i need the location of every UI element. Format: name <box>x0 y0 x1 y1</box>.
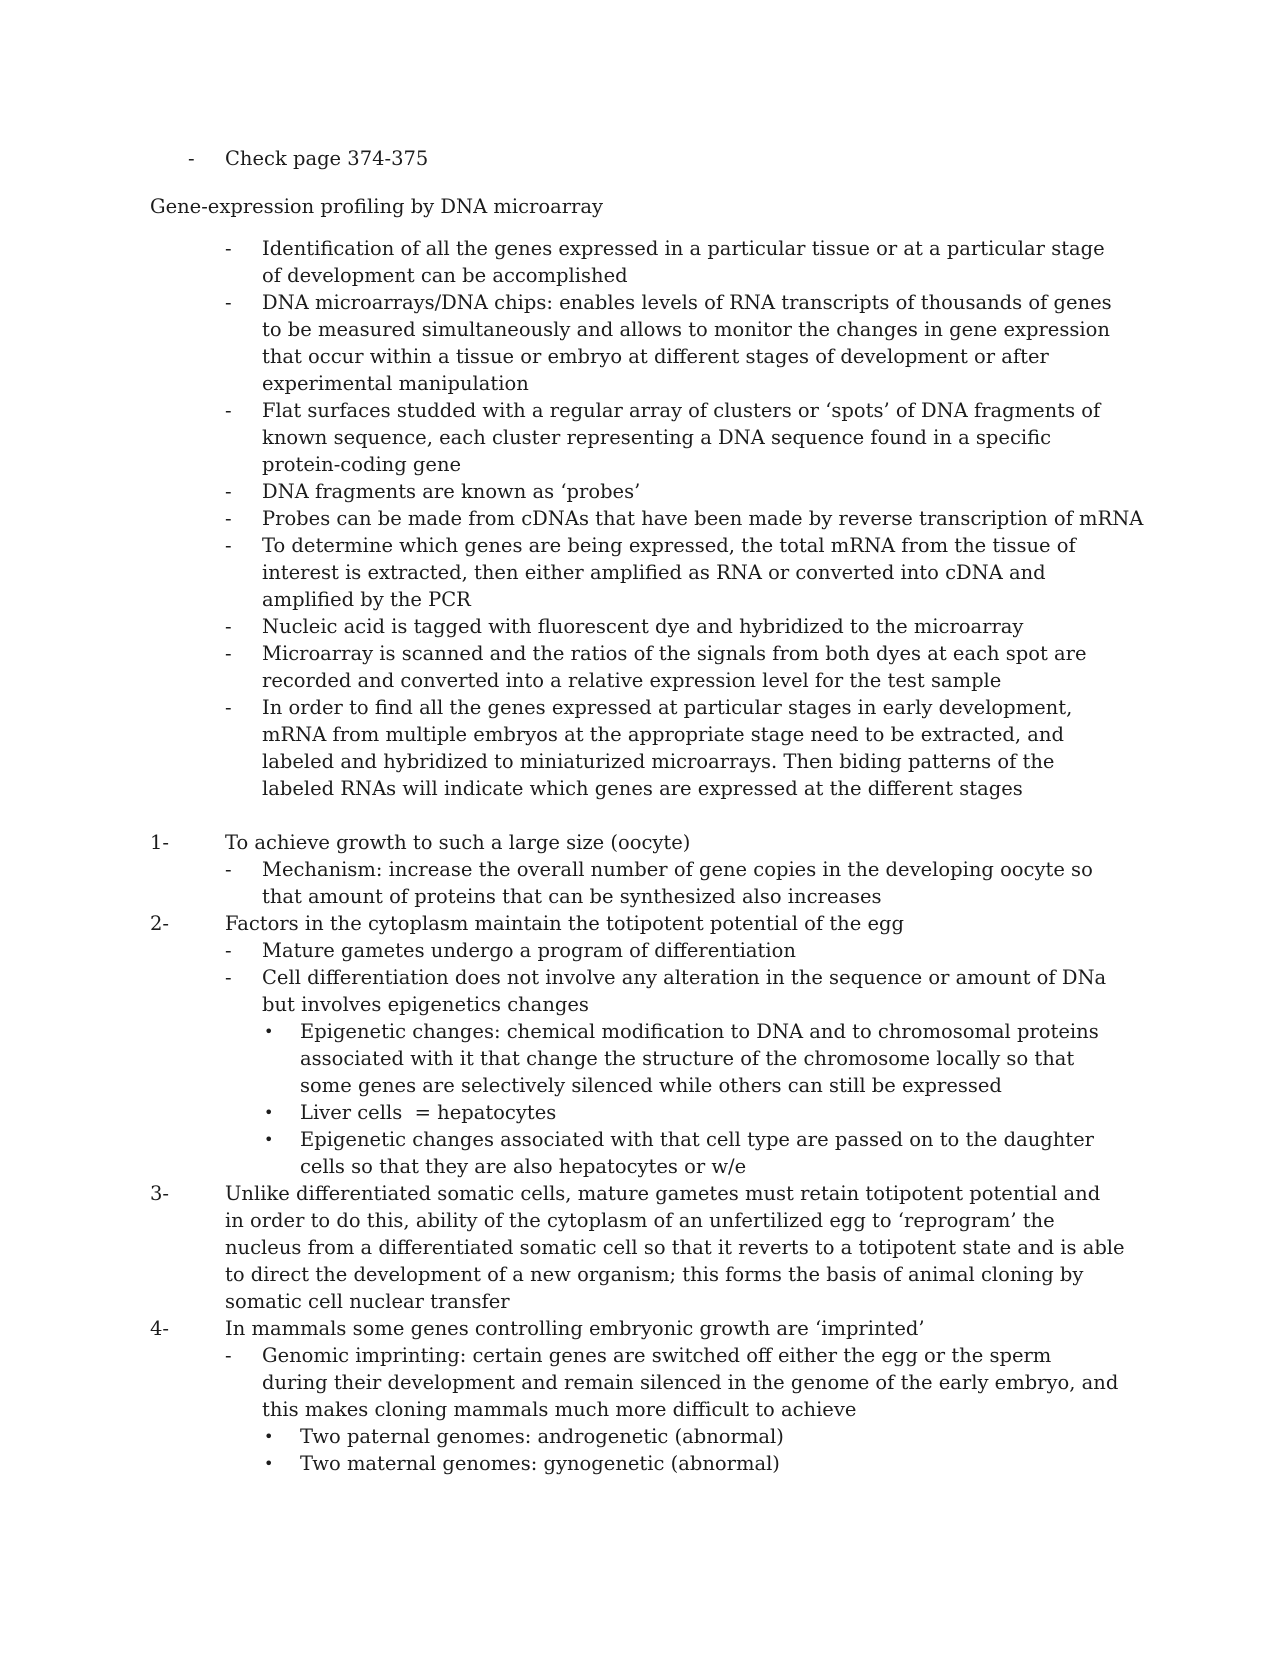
sub-item-text: Mechanism: increase the overall number of gene copies in the developing oocyte so that amount of proteins that can be synthesized also increases <box>262 858 1093 908</box>
number-marker: 1- <box>150 831 169 854</box>
dash-marker: - <box>225 858 232 881</box>
bullet-marker: • <box>264 1454 274 1473</box>
dash-marker: - <box>225 507 232 530</box>
numbered-item-text: To achieve growth to such a large size (oocyte) <box>225 831 691 854</box>
numbered-item-text: Factors in the cytoplasm maintain the totipotent potential of the egg <box>225 912 904 935</box>
sub-item-text: Genomic imprinting: certain genes are switched off either the egg or the sperm during their development and remain silenced in the genome of the early embryo, and this makes cloning mammals much more difficult to achieve <box>262 1344 1119 1421</box>
list-item-text: To determine which genes are being expressed, the total mRNA from the tissue of interest is extracted, then either amplified as RNA or converted into cDNA and amplified by the PCR <box>262 534 1076 611</box>
dash-marker: - <box>225 399 232 422</box>
dash-marker: - <box>225 939 232 962</box>
dash-marker: - <box>225 291 232 314</box>
list-item-text: In order to find all the genes expressed at particular stages in early development, mRNA from multiple embryos at the appropriate stage need to be extracted, and labeled and hybridized to miniaturized microarrays. Then biding patterns of the labeled RNAs will indicate which genes are expressed at the different stages <box>262 696 1073 800</box>
bullet-marker: • <box>264 1103 274 1122</box>
bullet-marker: • <box>264 1427 274 1446</box>
dash-marker: - <box>225 480 232 503</box>
dash-marker: - <box>225 1344 232 1367</box>
dash-marker: - <box>225 615 232 638</box>
top-item-text: Check page 374-375 <box>225 147 429 170</box>
bullet-marker: • <box>264 1130 274 1149</box>
numbered-item-text: In mammals some genes controlling embryonic growth are ‘imprinted’ <box>225 1317 925 1340</box>
list-item-text: DNA fragments are known as ‘probes’ <box>262 480 641 503</box>
list-item-text: Flat surfaces studded with a regular array of clusters or ‘spots’ of DNA fragments of known sequence, each cluster representing a DNA sequence found in a specific protein-coding gene <box>262 399 1101 476</box>
number-marker: 4- <box>150 1317 169 1340</box>
bullet-item-text: Liver cells = hepatocytes <box>300 1101 557 1124</box>
section-heading: Gene-expression profiling by DNA microarray <box>150 195 603 218</box>
number-marker: 3- <box>150 1182 169 1205</box>
list-item-text: Nucleic acid is tagged with fluorescent dye and hybridized to the microarray <box>262 615 1024 638</box>
dash-marker: - <box>188 147 195 170</box>
numbered-item-text: Unlike differentiated somatic cells, mature gametes must retain totipotent potential and in order to do this, ability of the cytoplasm of an unfertilized egg to ‘reprogram’ the nucleus from a differentiated somatic cell so that it reverts to a totipotent state and is able to direct the development of a new organism; this forms the basis of animal cloning by somatic cell nuclear transfer <box>225 1182 1125 1313</box>
dash-marker: - <box>225 696 232 719</box>
sub-item-text: Cell differentiation does not involve any alteration in the sequence or amount of DNa but involves epigenetics changes <box>262 966 1107 1016</box>
list-item-text: DNA microarrays/DNA chips: enables levels of RNA transcripts of thousands of genes to be measured simultaneously and allows to monitor the changes in gene expression that occur within a tissue or embryo at different stages of development or after experimental manipulation <box>262 291 1112 395</box>
sub-item-text: Mature gametes undergo a program of differentiation <box>262 939 796 962</box>
bullet-item-text: Epigenetic changes: chemical modification to DNA and to chromosomal proteins associated with it that change the structure of the chromosome locally so that some genes are selectively silenced while others can still be expressed <box>300 1020 1099 1097</box>
list-item-text: Identification of all the genes expressed in a particular tissue or at a particular stage of development can be accomplished <box>262 237 1105 287</box>
list-item-text: Probes can be made from cDNAs that have been made by reverse transcription of mRNA <box>262 507 1144 530</box>
dash-marker: - <box>225 642 232 665</box>
bullet-item-text: Epigenetic changes associated with that cell type are passed on to the daughter cells so that they are also hepatocytes or w/e <box>300 1128 1095 1178</box>
number-marker: 2- <box>150 912 169 935</box>
dash-marker: - <box>225 966 232 989</box>
bullet-item-text: Two maternal genomes: gynogenetic (abnormal) <box>300 1452 780 1475</box>
dash-marker: - <box>225 237 232 260</box>
bullet-marker: • <box>264 1022 274 1041</box>
dash-marker: - <box>225 534 232 557</box>
list-item-text: Microarray is scanned and the ratios of the signals from both dyes at each spot are recorded and converted into a relative expression level for the test sample <box>262 642 1087 692</box>
bullet-item-text: Two paternal genomes: androgenetic (abnormal) <box>300 1425 784 1448</box>
